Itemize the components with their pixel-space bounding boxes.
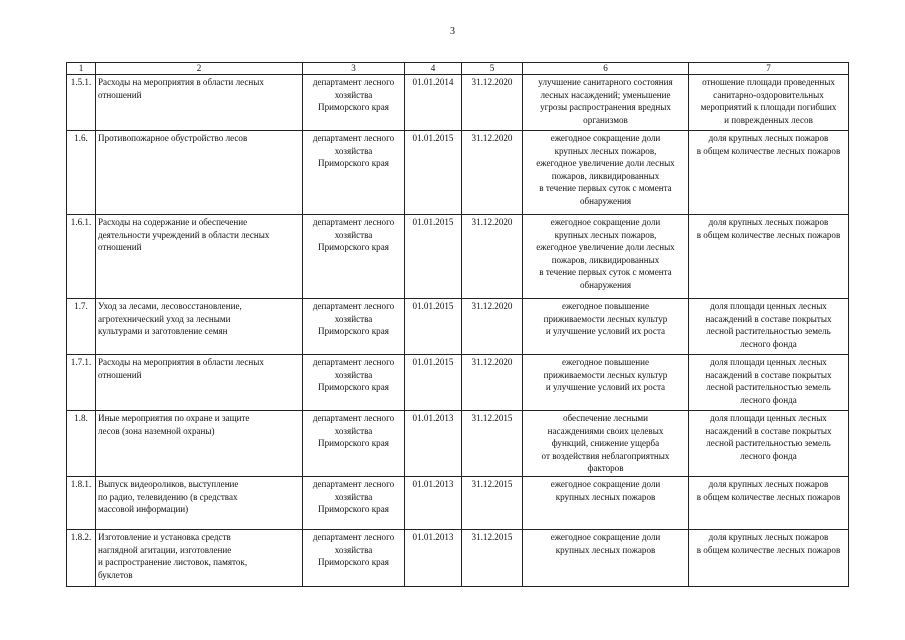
page-number: 3 xyxy=(450,26,455,37)
indicator-line: в общем количестве лесных пожаров xyxy=(696,544,841,555)
expected-result-line: функций, снижение ущерба xyxy=(551,438,660,449)
column-header: 3 xyxy=(303,63,405,75)
item-number: 1.8.2. xyxy=(67,529,96,586)
executor-line: хозяйства xyxy=(334,369,373,380)
item-number: 1.6. xyxy=(67,131,96,215)
activity-name-line: деятельности учреждений в области лесных xyxy=(98,229,270,240)
expected-result xyxy=(523,131,689,215)
executor-line: департамент лесного xyxy=(312,77,395,87)
executor-line: хозяйства xyxy=(334,229,373,240)
activity-name xyxy=(96,355,303,411)
table-row xyxy=(67,355,849,411)
indicator-line: насаждений в составе покрытых xyxy=(705,369,832,380)
expected-result-line: приживаемости лесных культур xyxy=(543,369,668,380)
executor xyxy=(303,411,405,477)
executor xyxy=(303,355,405,411)
item-number: 1.7. xyxy=(67,299,96,355)
expected-result-line: крупных лесных пожаров, xyxy=(554,229,657,240)
expected-result-line: крупных лесных пожаров xyxy=(555,544,656,555)
item-number: 1.8.1. xyxy=(67,476,96,529)
expected-result xyxy=(523,215,689,299)
activity-name-line: Выпуск видеороликов, выступление xyxy=(98,478,239,489)
indicator-line: мероприятий к площади погибших xyxy=(700,102,837,113)
expected-result-line: ежегодное повышение xyxy=(561,301,650,311)
executor-line: Приморского края xyxy=(318,326,389,337)
executor-line: департамент лесного xyxy=(312,357,395,367)
table-row xyxy=(67,476,849,529)
activity-name-line: буклетов xyxy=(98,569,133,580)
expected-result-line: ежегодное сокращение доли xyxy=(550,531,661,542)
indicator xyxy=(689,355,849,411)
indicator-line: отношение площади проведенных xyxy=(702,77,835,87)
expected-result-line: в течение первых суток с момента xyxy=(539,183,672,194)
end-date: 31.12.2020 xyxy=(462,75,523,131)
column-number-row xyxy=(67,63,849,75)
indicator xyxy=(689,476,849,529)
expected-result-line: обнаружения xyxy=(579,279,632,290)
indicator-line: в общем количестве лесных пожаров xyxy=(696,229,841,240)
end-date: 31.12.2020 xyxy=(462,131,523,215)
program-activities-table xyxy=(66,62,849,587)
activity-name-line: массовой информации) xyxy=(98,504,189,515)
table-row xyxy=(67,411,849,477)
column-header: 5 xyxy=(462,63,523,75)
indicator-line: лесного фонда xyxy=(740,338,797,349)
indicator-line: доля крупных лесных пожаров xyxy=(708,133,829,143)
indicator-line: лесной растительностью земель xyxy=(706,438,831,449)
indicator xyxy=(689,131,849,215)
item-number: 1.6.1. xyxy=(67,215,96,299)
expected-result-line: обнаружения xyxy=(579,195,632,206)
executor-line: департамент лесного xyxy=(312,478,395,489)
end-date: 31.12.2015 xyxy=(462,476,523,529)
table-body xyxy=(67,63,849,587)
executor-line: департамент лесного xyxy=(312,217,395,227)
expected-result-line: пожаров, ликвидированных xyxy=(551,254,660,265)
indicator-line: лесной растительностью земель xyxy=(706,382,831,393)
indicator-line: доля площади ценных лесных xyxy=(710,301,827,311)
expected-result xyxy=(523,529,689,586)
item-number: 1.7.1. xyxy=(67,355,96,411)
executor xyxy=(303,75,405,131)
indicator xyxy=(689,75,849,131)
expected-result-line: обеспечение лесными xyxy=(562,413,649,423)
table-row xyxy=(67,131,849,215)
indicator-line: в общем количестве лесных пожаров xyxy=(696,145,841,156)
activity-name-line: наглядной агитации, изготовление xyxy=(98,544,232,555)
table-row xyxy=(67,299,849,355)
end-date: 31.12.2015 xyxy=(462,411,523,477)
expected-result-line: и улучшение условий их роста xyxy=(545,382,666,393)
column-header: 4 xyxy=(405,63,462,75)
executor xyxy=(303,131,405,215)
executor-line: Приморского края xyxy=(318,504,389,515)
expected-result-line: ежегодное увеличение доли лесных xyxy=(536,158,675,169)
executor-line: департамент лесного xyxy=(312,531,395,542)
indicator-line: насаждений в составе покрытых xyxy=(705,425,832,436)
end-date: 31.12.2020 xyxy=(462,215,523,299)
start-date: 01.01.2015 xyxy=(405,299,462,355)
table-row xyxy=(67,215,849,299)
column-header: 2 xyxy=(96,63,303,75)
end-date: 31.12.2015 xyxy=(462,529,523,586)
column-header: 1 xyxy=(67,63,96,75)
expected-result-line: ежегодное сокращение доли xyxy=(550,217,661,227)
indicator-line: санитарно-оздоровительных xyxy=(713,89,824,100)
activity-name xyxy=(96,75,303,131)
activity-name xyxy=(96,299,303,355)
activity-name xyxy=(96,215,303,299)
expected-result-line: ежегодное сокращение доли xyxy=(550,133,661,143)
executor xyxy=(303,529,405,586)
column-header: 7 xyxy=(689,63,849,75)
activity-name-line: агротехнический уход за лесными xyxy=(98,313,231,324)
executor-line: хозяйства xyxy=(334,89,373,100)
expected-result-line: пожаров, ликвидированных xyxy=(551,170,660,181)
executor xyxy=(303,476,405,529)
expected-result xyxy=(523,75,689,131)
expected-result-line: и улучшение условий их роста xyxy=(545,326,666,337)
executor-line: хозяйства xyxy=(334,313,373,324)
indicator-line: доля крупных лесных пожаров xyxy=(708,531,829,542)
executor-line: Приморского края xyxy=(318,438,389,449)
indicator-line: лесной растительностью земель xyxy=(706,326,831,337)
start-date: 01.01.2015 xyxy=(405,215,462,299)
expected-result xyxy=(523,299,689,355)
executor-line: хозяйства xyxy=(334,425,373,436)
expected-result-line: от воздействия неблагоприятных xyxy=(541,450,670,461)
expected-result-line: крупных лесных пожаров, xyxy=(554,145,657,156)
expected-result xyxy=(523,476,689,529)
item-number: 1.5.1. xyxy=(67,75,96,131)
activity-name-line: лесов (зона наземной охраны) xyxy=(98,425,215,436)
executor-line: хозяйства xyxy=(334,491,373,502)
executor-line: Приморского края xyxy=(318,557,389,568)
executor-line: хозяйства xyxy=(334,544,373,555)
activity-name-line: культурами и заготовление семян xyxy=(98,326,228,337)
start-date: 01.01.2015 xyxy=(405,131,462,215)
indicator-line: лесного фонда xyxy=(740,450,797,461)
expected-result xyxy=(523,411,689,477)
activity-name-line: Расходы на содержание и обеспечение xyxy=(98,217,248,227)
indicator-line: доля крупных лесных пожаров xyxy=(708,478,829,489)
expected-result-line: лесных насаждений; уменьшение xyxy=(540,89,671,100)
indicator xyxy=(689,215,849,299)
executor xyxy=(303,299,405,355)
table-row xyxy=(67,529,849,586)
activity-name-line: Изготовление и установка средств xyxy=(98,531,231,542)
indicator-line: доля площади ценных лесных xyxy=(710,413,827,423)
indicator-line: доля площади ценных лесных xyxy=(710,357,827,367)
activity-name xyxy=(96,411,303,477)
activity-name-line: отношений xyxy=(98,89,142,100)
indicator-line: в общем количестве лесных пожаров xyxy=(696,491,841,502)
executor-line: департамент лесного xyxy=(312,413,395,423)
table-row xyxy=(67,75,849,131)
indicator xyxy=(689,411,849,477)
expected-result xyxy=(523,355,689,411)
executor-line: хозяйства xyxy=(334,145,373,156)
activity-name-line: Расходы на мероприятия в области лесных xyxy=(98,357,264,367)
expected-result-line: крупных лесных пожаров xyxy=(555,491,656,502)
activity-name-line: Уход за лесами, лесовосстановление, xyxy=(98,301,242,311)
executor xyxy=(303,215,405,299)
expected-result-line: ежегодное увеличение доли лесных xyxy=(536,242,675,253)
end-date: 31.12.2020 xyxy=(462,355,523,411)
activity-name xyxy=(96,476,303,529)
expected-result-line: ежегодное повышение xyxy=(561,357,650,367)
activity-name-line: Расходы на мероприятия в области лесных xyxy=(98,77,264,87)
executor-line: Приморского края xyxy=(318,382,389,393)
executor-line: Приморского края xyxy=(318,102,389,113)
start-date: 01.01.2013 xyxy=(405,411,462,477)
activity-name-line: Иные мероприятия по охране и защите xyxy=(98,413,250,423)
activity-name-line: отношений xyxy=(98,242,142,253)
expected-result-line: насаждениями своих целевых xyxy=(547,425,664,436)
column-header: 6 xyxy=(523,63,689,75)
expected-result-line: угрозы распространения вредных xyxy=(540,102,671,113)
indicator-line: и поврежденных лесов xyxy=(724,114,813,125)
indicator-line: насаждений в составе покрытых xyxy=(705,313,832,324)
indicator xyxy=(689,299,849,355)
executor-line: департамент лесного xyxy=(312,301,395,311)
expected-result-line: ежегодное сокращение доли xyxy=(550,478,661,489)
activity-name xyxy=(96,131,303,215)
activity-name-line: Противопожарное обустройство лесов xyxy=(98,133,248,143)
start-date: 01.01.2013 xyxy=(405,476,462,529)
activity-name xyxy=(96,529,303,586)
executor-line: департамент лесного xyxy=(312,133,395,143)
start-date: 01.01.2015 xyxy=(405,355,462,411)
indicator-line: доля крупных лесных пожаров xyxy=(708,217,829,227)
activity-name-line: по радио, телевидению (в средствах xyxy=(98,491,238,502)
executor-line: Приморского края xyxy=(318,158,389,169)
indicator xyxy=(689,529,849,586)
expected-result-line: приживаемости лесных культур xyxy=(543,313,668,324)
activity-name-line: отношений xyxy=(98,369,142,380)
expected-result-line: факторов xyxy=(587,463,624,474)
activity-name-line: и распространение листовок, памяток, xyxy=(98,557,248,568)
item-number: 1.8. xyxy=(67,411,96,477)
expected-result-line: организмов xyxy=(583,114,628,125)
start-date: 01.01.2014 xyxy=(405,75,462,131)
executor-line: Приморского края xyxy=(318,242,389,253)
expected-result-line: в течение первых суток с момента xyxy=(539,267,672,278)
end-date: 31.12.2020 xyxy=(462,299,523,355)
expected-result-line: улучшение санитарного состояния xyxy=(538,77,673,87)
start-date: 01.01.2013 xyxy=(405,529,462,586)
indicator-line: лесного фонда xyxy=(740,394,797,405)
